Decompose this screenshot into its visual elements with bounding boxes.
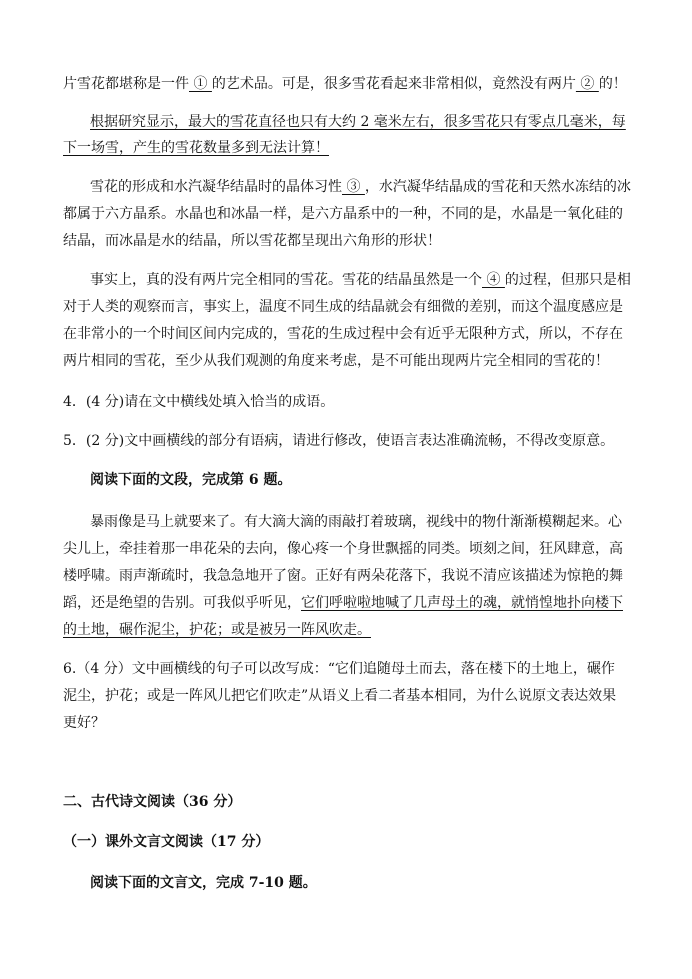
blank-4: ④ (482, 272, 505, 288)
passage-line: 对于人类的观察而言，事实上，温度不同生成的结晶就会有细微的差别，而这个温度感应是 (63, 299, 623, 315)
question-6-cont: 更好？ (63, 715, 105, 731)
passage-line: 都属于六方晶系。水晶也和冰晶一样，是六方晶系中的一种，不同的是，水晶是一氧化硅的 (63, 206, 623, 222)
passage-line: 片雪花都堪称是一件 ① 的艺术品。可是，很多雪花看起来非常相似，竟然没有两片 ② 的！ (63, 76, 627, 92)
passage-line: 结晶，而冰晶是水的结晶，所以雪花都呈现出六角形的形状！ (63, 233, 441, 249)
question-4: 4．(4 分)请在文中横线处填入恰当的成语。 (63, 394, 335, 410)
passage-line: 暴雨像是马上就要来了。有大滴大滴的雨敲打着玻璃，视线中的物什渐渐模糊起来。心 (90, 514, 622, 530)
underlined-sentence-line: 的土地，碾作泥尘，护花；或是被另一阵风吹走。 (63, 622, 371, 638)
part-heading: 二、古代诗文阅读（36 分） (63, 794, 242, 810)
sub-heading: （一）课外文言文阅读（17 分） (63, 834, 270, 850)
blank-2: ② (575, 76, 599, 92)
underlined-sentence-line: 根据研究显示，最大的雪花直径也只有大约 2 毫米左右，很多雪花只有零点几毫米，每 (90, 114, 626, 130)
section-instruction: 阅读下面的文段，完成第 6 题。 (90, 472, 292, 488)
question-6: 6.（4 分）文中画横线的句子可以改写成：“它们追随母土而去，落在楼下的土地上，碾作 (63, 661, 615, 677)
question-5: 5．(2 分)文中画横线的部分有语病，请进行修改，使语言表达准确流畅，不得改变原意。 (63, 433, 615, 449)
section-instruction: 阅读下面的文言文，完成 7-10 题。 (90, 875, 317, 891)
passage-line: 尖儿上，牵挂着那一串花朵的去向，像心疼一个身世飘摇的同类。顷刻之间，狂风肆意，高 (63, 541, 623, 557)
passage-line: 蹈，还是绝望的告别。可我似乎听见，它们呼啦啦地喊了几声母土的魂，就悄惶地扑向楼下 (63, 595, 623, 611)
passage-line: 雪花的形成和水汽凝华结晶时的晶体习性 ③ ，水汽凝华结晶成的雪花和天然水冻结的冰 (90, 179, 631, 195)
underlined-sentence: 它们呼啦啦地喊了几声母土的魂，就悄惶地扑向楼下 (301, 595, 623, 611)
passage-line: 事实上，真的没有两片完全相同的雪花。雪花的结晶虽然是一个 ④ 的过程，但那只是相 (90, 272, 631, 288)
passage-line: 在非常小的一个时间区间内完成的，雪花的生成过程中会有近乎无限种方式，所以，不存在 (63, 326, 623, 342)
blank-3: ③ (342, 179, 365, 195)
underlined-sentence-line: 下一场雪，产生的雪花数量多到无法计算！ (63, 140, 329, 156)
passage-line: 两片相同的雪花，至少从我们观测的角度来考虑，是不可能出现两片完全相同的雪花的！ (63, 353, 609, 369)
question-6-cont: 泥尘，护花；或是一阵风儿把它们吹走”从语义上看二者基本相同，为什么说原文表达效果 (63, 688, 617, 704)
blank-1: ① (189, 76, 212, 92)
passage-line: 楼呼啸。雨声渐疏时，我急急地开了窗。正好有两朵花落下，我说不清应该描述为惊艳的舞 (63, 568, 623, 584)
